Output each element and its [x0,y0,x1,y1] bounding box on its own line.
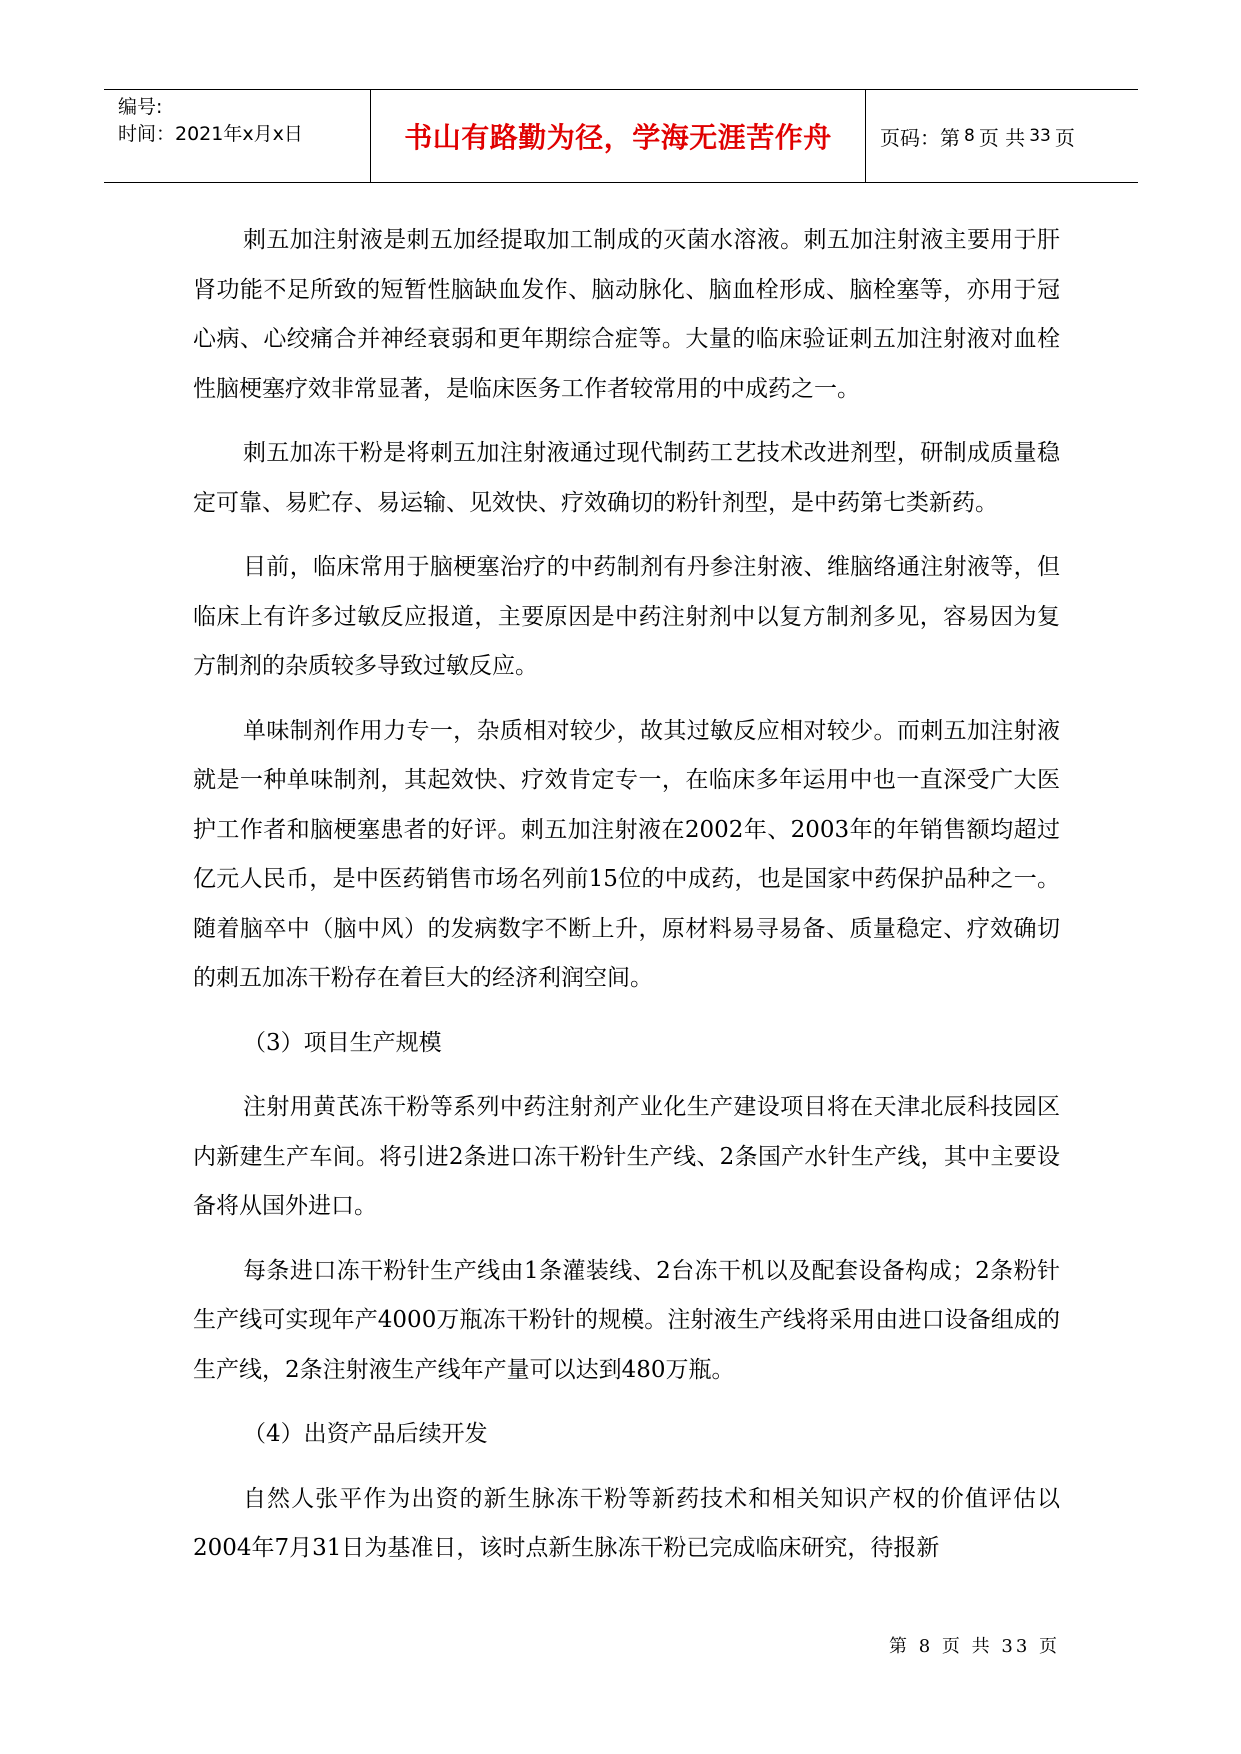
paragraph: 注射用黄芪冻干粉等系列中药注射剂产业化生产建设项目将在天津北辰科技园区内新建生产车间。将引进2条进口冻干粉针生产线、2条国产水针生产线，其中主要设备将从国外进口。 [193,1094,1060,1219]
header-page-info [866,90,1138,182]
paragraph: 自然人张平作为出资的新生脉冻干粉等新药技术和相关知识产权的价值评估以2004年7月31日为基准日，该时点新生脉冻干粉已完成临床研究，待报新 [193,1485,1060,1561]
page-mid: 页 共 [978,125,1026,150]
paragraph: 每条进口冻干粉针生产线由1条灌装线、2台冻干机以及配套设备构成；2条粉针生产线可实现年产4000万瓶冻干粉针的规模。注射液生产线将采用由进口设备组成的生产线，2条注射液生产线年产量可以达到480万瓶。 [193,1257,1060,1383]
section-heading: （3）项目生产规模 [243,1029,442,1056]
page-header [104,89,1138,183]
page-prefix: 页码：第 [880,125,960,150]
paragraph: 刺五加冻干粉是将刺五加注射液通过现代制药工艺技术改进剂型，研制成质量稳定可靠、易贮存、易运输、见效快、疗效确切的粉针剂型，是中药第七类新药。 [193,440,1060,516]
page-suffix: 页 [1054,125,1075,150]
document-number-label: 编号: [118,96,163,118]
paragraph: 单味制剂作用力专一，杂质相对较少，故其过敏反应相对较少。而刺五加注射液就是一种单味制剂，其起效快、疗效肯定专一，在临床多年运用中也一直深受广大医护工作者和脑梗塞患者的好评。刺五加注射液在2002年、2003年的年销售额均超过亿元人民币，是中医药销售市场名列前15位的中成药，也是国家中药保护品种之一。随着脑卒中（脑中风）的发病数字不断上升，原材料易寻易备、质量稳定、疗效确切的刺五加冻干粉存在着巨大的经济利润空间。 [193,717,1060,991]
paragraph: 目前，临床常用于脑梗塞治疗的中药制剂有丹参注射液、维脑络通注射液等，但临床上有许多过敏反应报道，主要原因是中药注射剂中以复方制剂多见，容易因为复方制剂的杂质较多导致过敏反应。 [193,554,1060,679]
header-motto: 书山有路勤为径，学海无涯苦作舟 [370,90,866,182]
section-heading: （4）出资产品后续开发 [243,1421,488,1447]
document-time: 时间：2021年x月x日 [118,123,303,145]
document-body [193,216,1060,1589]
paragraph: 刺五加注射液是刺五加经提取加工制成的灭菌水溶液。刺五加注射液主要用于肝肾功能不足所致的短暂性脑缺血发作、脑动脉化、脑血栓形成、脑栓塞等，亦用于冠心病、心绞痛合并神经衰弱和更年期综合症等。大量的临床验证刺五加注射液对血栓性脑梗塞疗效非常显著，是临床医务工作者较常用的中成药之一。 [193,227,1060,402]
page-number: 8 [964,126,975,146]
page-total: 33 [1029,126,1051,146]
page-footer: 第 8 页 共 33 页 [889,1636,1060,1657]
header-meta [104,90,370,182]
